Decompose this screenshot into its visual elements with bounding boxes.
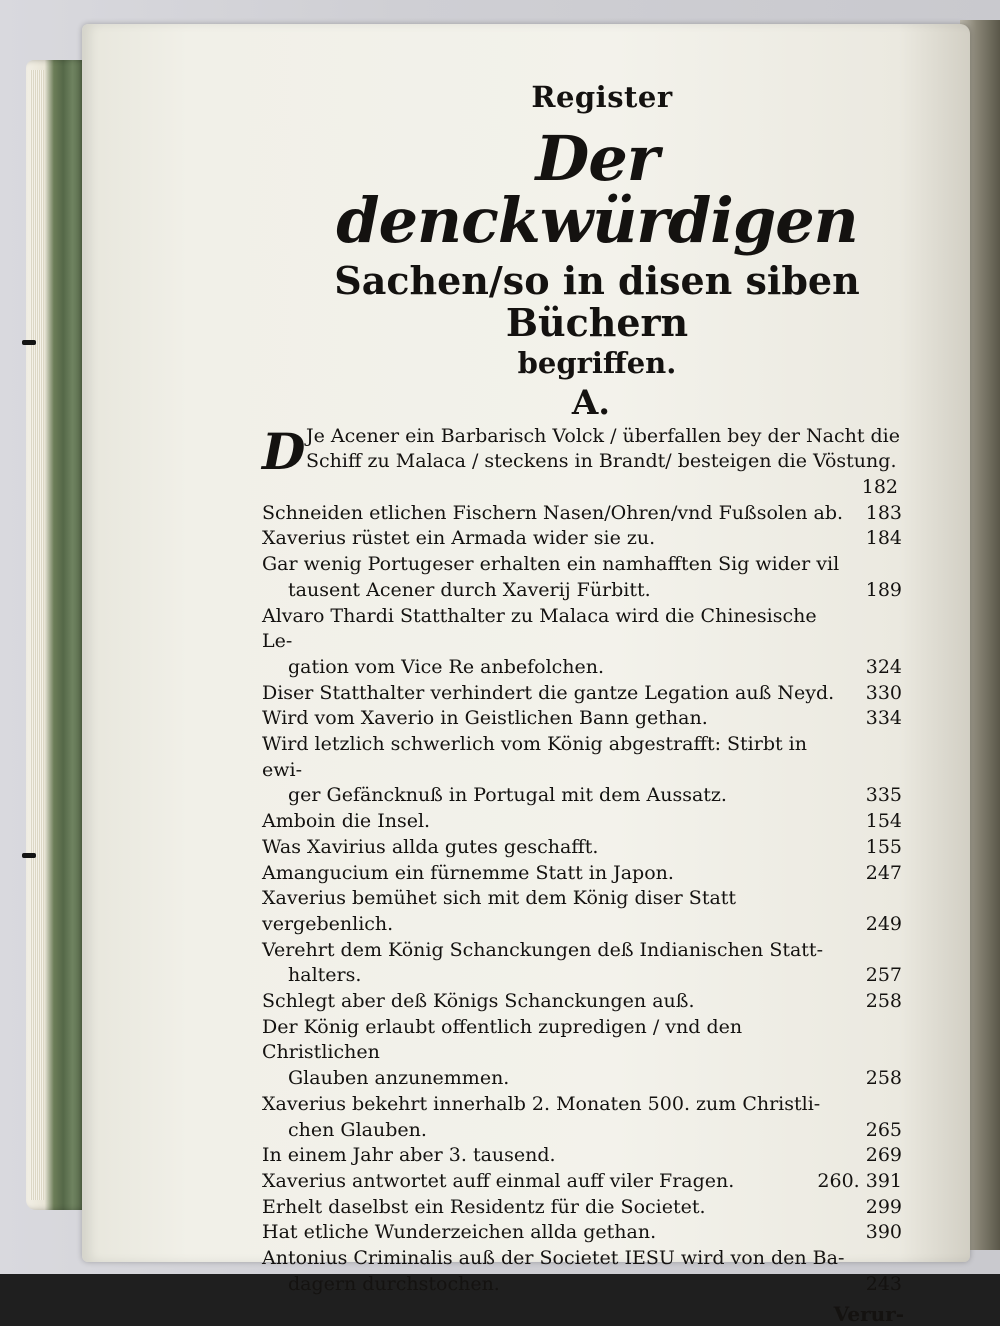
drop-cap: D [262,421,306,481]
entry-line: Xaverius rüstet ein Armada wider sie zu. [262,527,656,550]
entry-page-number: 269 [865,1144,902,1167]
index-entry [262,989,902,1015]
index-entry [262,1092,902,1143]
entry-page-number: 330 [865,681,902,704]
index-entry [262,421,902,481]
entry-line: Schlegt aber deß Königs Schanckungen auß. [262,990,695,1013]
entry-page-number: 258 [865,990,902,1013]
entry-page-number: 265 [865,1118,902,1141]
index-entry [262,604,902,681]
entry-line: Amboin die Insel. [262,810,431,833]
entry-line: Alvaro Thardi Statthalter zu Malaca wird die Chinesische Le- [262,604,817,653]
entry-line: Gar wenig Portugeser erhalten ein namhafften Sig wider vil [262,553,840,576]
entry-line-continued: tausent Acener durch Xaverij Fürbitt. [288,578,651,601]
entry-line: Diser Statthalter verhindert die gantze Legation auß Neyd. [262,681,835,704]
index-entry [262,1220,902,1246]
entry-list [262,501,902,1298]
entry-page-number: 299 [865,1195,902,1218]
index-entry [262,1195,902,1221]
entry-line-continued: gation vom Vice Re anbefolchen. [288,655,605,678]
index-entry [262,1143,902,1169]
index-entry [262,732,902,809]
entry-line: Der König erlaubt offentlich zupredigen / vnd den Christlichen [262,1015,743,1064]
entry-page-number: 189 [865,578,902,601]
title-main: Der denckwürdigen [336,122,858,257]
entry-line: Xaverius bekehrt innerhalb 2. Monaten 500. zum Christli- [262,1092,821,1115]
index-entries [262,421,902,1298]
index-entry [262,681,902,707]
section-letter: A. [571,382,611,423]
index-entry [262,1169,902,1195]
entry-page-number: 249 [865,912,902,935]
index-entry [262,526,902,552]
entry-line: Schiff zu Malaca / steckens in Brandt/ besteigen die Vöstung. [306,450,897,473]
index-entry [262,706,902,732]
entry-page-number: 258 [865,1067,902,1090]
entry-page-number: 184 [865,527,902,550]
entry-line: Was Xavirius allda gutes geschafft. [262,835,599,858]
entry-page-number: 335 [865,784,902,807]
index-entry [262,809,902,835]
entry-line-continued: ger Gefäncknuß in Portugal mit dem Aussatz. [288,784,727,807]
entry-line: Verehrt dem König Schanckungen deß Indianischen Statt- [262,938,823,961]
entry-page-number: 155 [865,835,902,858]
entry-line: Schneiden etlichen Fischern Nasen/Ohren/vnd Fußsolen ab. [262,501,844,524]
entry-line: Hat etliche Wunderzeichen allda gethan. [262,1221,657,1244]
entry-line-continued: Glauben anzunemmen. [288,1067,510,1090]
entry-line: Wird vom Xaverio in Geistlichen Bann gethan. [262,707,708,730]
title-subline-end: begriffen. [517,345,677,380]
binding-stitch [22,340,36,345]
entry-page-number: 260. 391 [817,1169,902,1192]
entry-page-number: 182 [861,476,898,498]
index-entry [262,835,902,861]
entry-line-continued: dagern durchstochen. [288,1272,500,1295]
entry-page-number: 334 [865,707,902,730]
entry-line-continued: chen Glauben. [288,1118,427,1141]
index-entry [262,1015,902,1092]
entry-page-number: 154 [865,810,902,833]
entry-page-number: 247 [865,861,902,884]
entry-line: Je Acener ein Barbarisch Volck / überfallen bey der Nacht die [306,424,900,447]
register-heading: Register [531,80,673,114]
entry-line: Wird letzlich schwerlich vom König abgestrafft: Stirbt in ewi- [262,733,807,781]
index-entry [262,501,902,527]
entry-line-continued: halters. [288,964,362,987]
entry-line: Xaverius bemühet sich mit dem König diser Statt vergebenlich. [262,887,737,935]
index-entry [262,938,902,989]
index-entry [262,552,902,603]
entry-page-number: 324 [865,655,902,678]
index-entry [262,861,902,887]
index-entry [262,886,902,937]
catchword: Verur- [833,1301,904,1326]
title-subline: Sachen/so in disen siben Büchern [334,258,860,345]
index-entry [262,1246,902,1297]
entry-line: In einem Jahr aber 3. tausend. [262,1144,556,1167]
entry-line: Erhelt daselbst ein Residentz für die Societet. [262,1195,706,1218]
entry-line: Xaverius antwortet auff einmal auff viler Fragen. [262,1169,735,1192]
book-page-edges [26,60,88,1210]
entry-line: Antonius Criminalis auß der Societet IESU wird von den Ba- [262,1247,845,1270]
entry-page-number: 257 [865,964,902,987]
binding-stitch [22,853,36,858]
page-content [262,80,902,1326]
entry-line: Amangucium ein fürnemme Statt in Japon. [262,861,674,884]
entry-page-number: 390 [865,1221,902,1244]
entry-page-number: 183 [865,501,902,524]
entry-page-number: 243 [865,1272,902,1295]
